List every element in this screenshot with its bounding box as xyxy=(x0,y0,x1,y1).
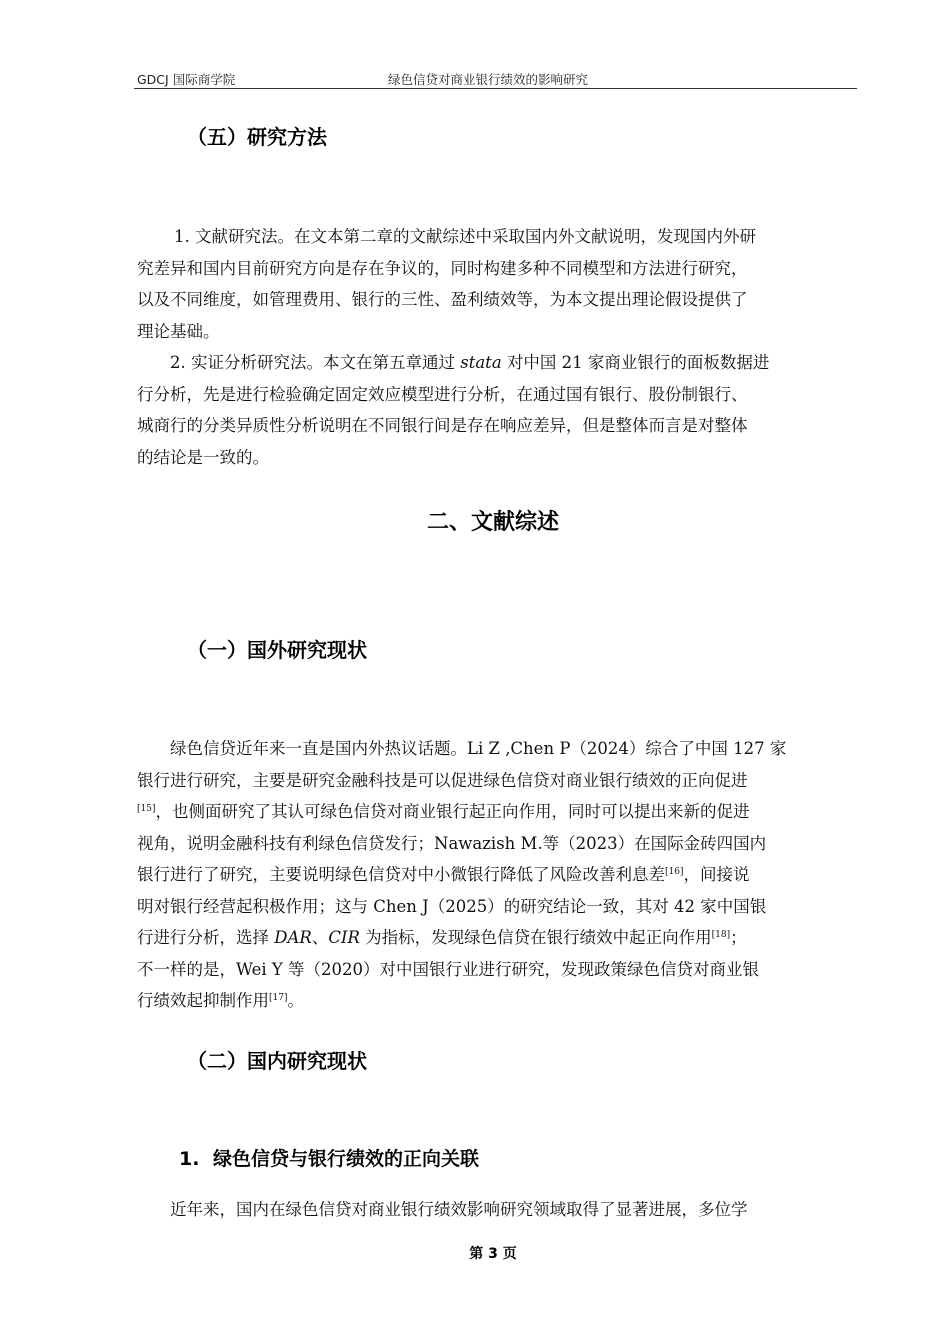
text-line xyxy=(137,922,851,954)
subsection-number: 1. xyxy=(179,1148,200,1170)
page-number: 第 3 页 xyxy=(469,1246,517,1262)
cir-term: CIR xyxy=(328,928,360,947)
text-line: 视角，说明金融科技有利绿色信贷发行；Nawazish M.等（2023）在国际金砖四国内 xyxy=(137,833,767,853)
text-line: 理论基础。 xyxy=(137,321,220,341)
stata-term: stata xyxy=(460,353,502,372)
header-institution: GDCJ 国际商学院 xyxy=(137,72,236,87)
text-line: 以及不同维度，如管理费用、银行的三性、盈利绩效等，为本文提出理论假设提供了 xyxy=(137,290,748,309)
paragraph-foreign-research xyxy=(137,733,851,1017)
text-line xyxy=(137,985,851,1017)
text-run: 2. 实证分析研究法。本文在第五章通过 xyxy=(170,353,455,372)
text-run: 银行进行了研究，主要说明绿色信贷对中小微银行降低了风险改善利息差 xyxy=(137,865,665,884)
text-run: 、 xyxy=(311,928,329,947)
text-line: 绿色信贷近年来一直是国内外热议话题。Li Z ,Chen P（2024）综合了中国 127 家 xyxy=(170,739,787,758)
running-header xyxy=(134,68,857,89)
text-line: 的结论是一致的。 xyxy=(137,447,269,467)
citation-ref: [15] xyxy=(137,804,156,814)
text-line xyxy=(137,859,851,891)
text-run: ，间接说 xyxy=(683,865,750,884)
section-title-research-methods: （五）研究方法 xyxy=(187,125,327,149)
text-line: 不一样的是，Wei Y 等（2020）对中国银行业进行研究，发现政策绿色信贷对商业银 xyxy=(137,959,760,979)
paragraph-research-methods xyxy=(137,221,851,473)
text-line: 1. 文献研究法。在文本第二章的文献综述中采取国内外文献说明，发现国内外研 xyxy=(174,227,756,246)
text-run: ，也侧面研究了其认可绿色信贷对商业银行起正向作用，同时可以提出来新的促进 xyxy=(155,802,750,821)
subsection-title-positive-correlation xyxy=(179,1144,479,1171)
paragraph-domestic-research xyxy=(137,1194,851,1226)
citation-ref: [17] xyxy=(269,993,288,1003)
text-line: 究差异和国内目前研究方向是存在争议的，同时构建多种不同模型和方法进行研究， xyxy=(137,258,748,278)
section-title-foreign-research: （一）国外研究现状 xyxy=(187,638,367,662)
text-line: 银行进行研究，主要是研究金融科技是可以促进绿色信贷对商业银行绩效的正向促进 xyxy=(137,770,748,790)
subsection-label: 绿色信贷与银行绩效的正向关联 xyxy=(213,1148,480,1170)
text-run: 为指标，发现绿色信贷在银行绩效中起正向作用 xyxy=(365,928,712,947)
chapter-title-literature-review: 二、文献综述 xyxy=(426,510,559,535)
text-line: 行分析，先是进行检验确定固定效应模型进行分析，在通过国有银行、股份制银行、 xyxy=(137,384,748,404)
section-title-domestic-research: （二）国内研究现状 xyxy=(187,1049,367,1073)
text-line xyxy=(137,347,851,379)
citation-ref: [18] xyxy=(711,930,731,940)
text-line: 明对银行经营起积极作用；这与 Chen J（2025）的研究结论一致，其对 42 家中国银 xyxy=(137,896,767,916)
text-run: 对中国 21 家商业银行的面板数据进 xyxy=(506,353,770,372)
citation-ref: [16] xyxy=(665,867,684,877)
text-line: 城商行的分类异质性分析说明在不同银行间是存在响应差异，但是整体而言是对整体 xyxy=(137,416,748,435)
text-line: 近年来，国内在绿色信贷对商业银行绩效影响研究领域取得了显著进展，多位学 xyxy=(170,1200,748,1219)
text-run: 行绩效起抑制作用 xyxy=(137,991,269,1010)
text-run: 行进行分析，选择 xyxy=(137,928,269,947)
text-line xyxy=(137,796,851,828)
dar-term: DAR xyxy=(274,928,312,947)
text-run: ； xyxy=(730,928,747,947)
header-thesis-title: 绿色信贷对商业银行绩效的影响研究 xyxy=(388,72,589,87)
text-run: 。 xyxy=(287,991,304,1010)
